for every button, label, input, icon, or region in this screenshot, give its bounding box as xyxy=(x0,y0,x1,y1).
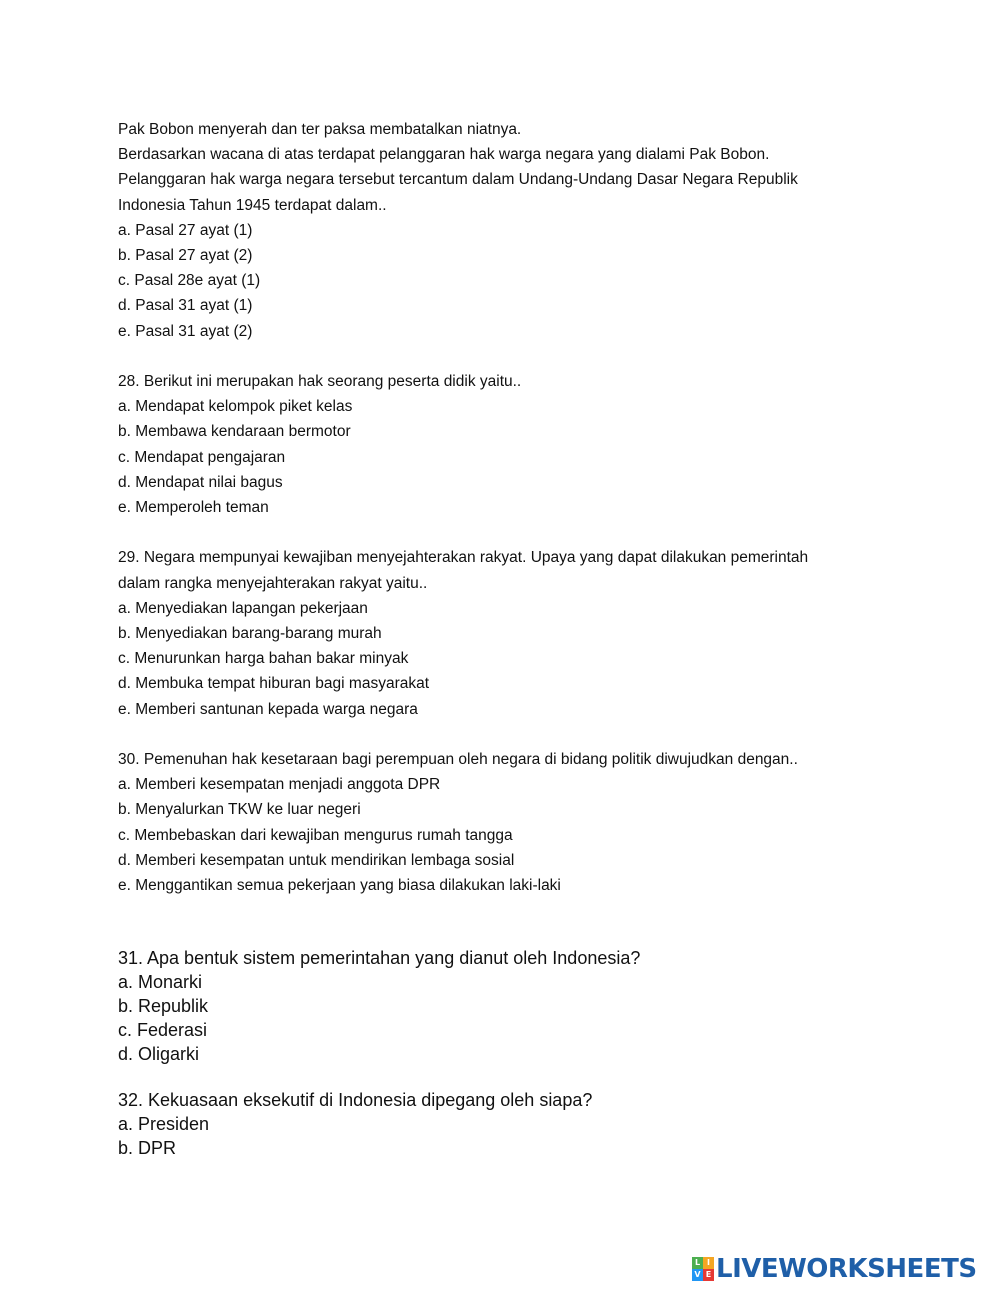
option-d: d. Membuka tempat hiburan bagi masyarakat xyxy=(118,675,430,693)
option-b: b. DPR xyxy=(118,1138,177,1159)
question-text: dalam rangka menyejahterakan rakyat yaitu.. xyxy=(118,574,428,592)
question-31 xyxy=(118,946,918,1066)
option-c: c. Pasal 28e ayat (1) xyxy=(118,272,261,290)
option-d: d. Mendapat nilai bagus xyxy=(118,473,283,491)
question-text: 30. Pemenuhan hak kesetaraan bagi perempuan oleh negara di bidang politik diwujudkan dengan.. xyxy=(118,751,798,769)
option-e: e. Memperoleh teman xyxy=(118,499,269,517)
question-text: 31. Apa bentuk sistem pemerintahan yang dianut oleh Indonesia? xyxy=(118,948,641,969)
spacer xyxy=(118,344,918,369)
option-b: b. Membawa kendaraan bermotor xyxy=(118,423,351,441)
option-d: d. Memberi kesempatan untuk mendirikan lembaga sosial xyxy=(118,851,515,869)
question-29 xyxy=(118,545,918,721)
option-c: c. Menurunkan harga bahan bakar minyak xyxy=(118,650,409,668)
spacer xyxy=(118,520,918,545)
option-c: c. Membebaskan dari kewajiban mengurus rumah tangga xyxy=(118,826,513,844)
spacer xyxy=(118,1066,918,1088)
intro-section xyxy=(118,117,918,344)
intro-line: Pak Bobon menyerah dan ter paksa membatalkan niatnya. xyxy=(118,121,522,138)
spacer xyxy=(118,722,918,747)
logo-mark-letter: V xyxy=(692,1269,703,1281)
logo-mark-letter: I xyxy=(703,1257,714,1269)
option-a: a. Menyediakan lapangan pekerjaan xyxy=(118,599,368,617)
spacer xyxy=(118,898,918,946)
option-b: b. Menyalurkan TKW ke luar negeri xyxy=(118,801,361,819)
option-b: b. Menyediakan barang-barang murah xyxy=(118,625,382,643)
question-28 xyxy=(118,369,918,520)
option-a: a. Presiden xyxy=(118,1114,210,1135)
question-text: 32. Kekuasaan eksekutif di Indonesia dipegang oleh siapa? xyxy=(118,1090,593,1111)
logo-mark-letter: E xyxy=(703,1269,714,1281)
option-a: a. Mendapat kelompok piket kelas xyxy=(118,398,353,416)
option-b: b. Republik xyxy=(118,996,209,1017)
option-c: c. Mendapat pengajaran xyxy=(118,448,286,466)
intro-line: Berdasarkan wacana di atas terdapat pelanggaran hak warga negara yang dialami Pak Bobon. xyxy=(118,146,770,164)
option-e: e. Pasal 31 ayat (2) xyxy=(118,322,253,340)
liveworksheets-logo xyxy=(692,1252,977,1286)
question-text: 28. Berikut ini merupakan hak seorang peserta didik yaitu.. xyxy=(118,373,522,391)
option-d: d. Pasal 31 ayat (1) xyxy=(118,297,253,315)
option-a: a. Memberi kesempatan menjadi anggota DPR xyxy=(118,776,441,794)
question-text: 29. Negara mempunyai kewajiban menyejahterakan rakyat. Upaya yang dapat dilakukan pemerintah xyxy=(118,549,809,567)
logo-mark-letter: L xyxy=(692,1257,703,1269)
option-e: e. Memberi santunan kepada warga negara xyxy=(118,700,418,718)
intro-line: Indonesia Tahun 1945 terdapat dalam.. xyxy=(118,196,387,214)
worksheet-page xyxy=(118,117,918,1160)
question-32 xyxy=(118,1088,918,1160)
option-b: b. Pasal 27 ayat (2) xyxy=(118,247,253,265)
intro-line: Pelanggaran hak warga negara tersebut tercantum dalam Undang-Undang Dasar Negara Republik xyxy=(118,171,798,189)
option-e: e. Menggantikan semua pekerjaan yang biasa dilakukan laki-laki xyxy=(118,877,561,895)
option-a: a. Pasal 27 ayat (1) xyxy=(118,221,253,239)
question-30 xyxy=(118,747,918,898)
option-a: a. Monarki xyxy=(118,972,203,993)
logo-mark-icon xyxy=(692,1257,714,1281)
option-c: c. Federasi xyxy=(118,1020,208,1041)
option-d: d. Oligarki xyxy=(118,1044,200,1065)
logo-text: LIVEWORKSHEETS xyxy=(716,1254,977,1284)
